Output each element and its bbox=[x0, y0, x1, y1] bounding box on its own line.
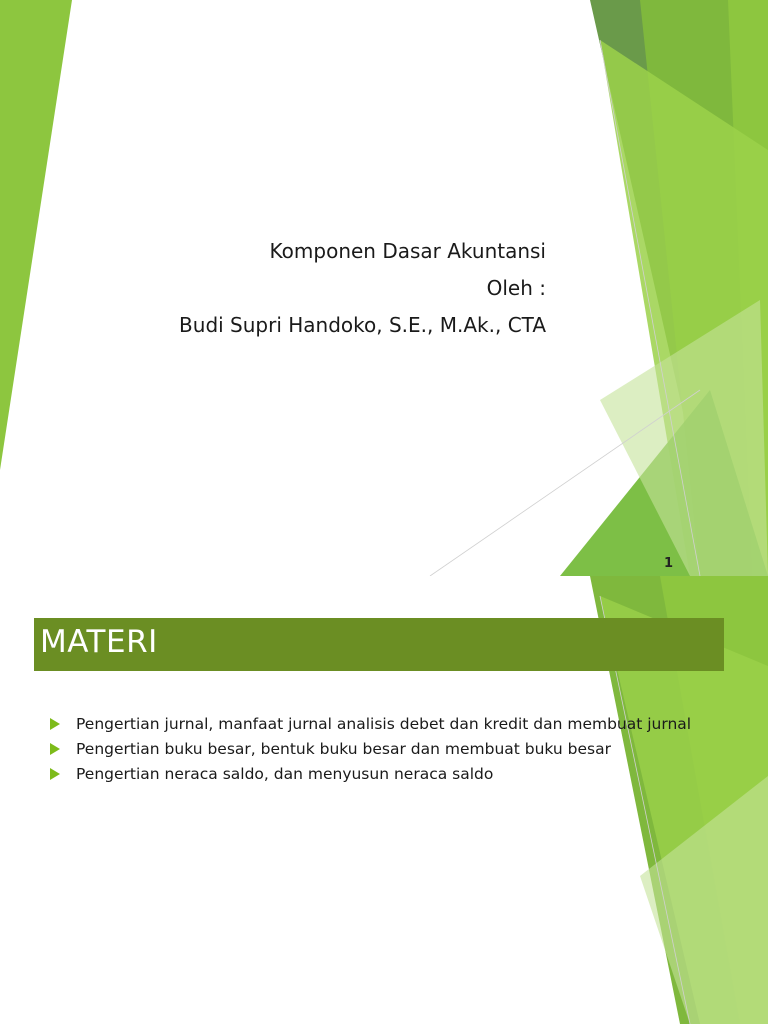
bullet-triangle-icon bbox=[50, 718, 60, 730]
by-label: Oleh : bbox=[486, 276, 546, 300]
author-name: Budi Supri Handoko, S.E., M.Ak., CTA bbox=[179, 313, 546, 337]
list-item bbox=[48, 716, 728, 732]
list-item bbox=[48, 741, 728, 757]
bullet-list bbox=[48, 716, 728, 791]
bullet-triangle-icon bbox=[50, 768, 60, 780]
presentation-title: Komponen Dasar Akuntansi bbox=[269, 239, 546, 263]
title-block bbox=[179, 233, 546, 344]
slide-number: 1 bbox=[664, 556, 674, 571]
bullet-text: Pengertian jurnal, manfaat jurnal analisis debet dan kredit dan membuat jurnal bbox=[76, 715, 692, 733]
slide-title: MATERI bbox=[40, 624, 158, 660]
slide-title-bar bbox=[34, 618, 724, 671]
bullet-text: Pengertian buku besar, bentuk buku besar dan membuat buku besar bbox=[76, 740, 612, 758]
bullet-triangle-icon bbox=[50, 743, 60, 755]
list-item bbox=[48, 766, 728, 782]
bullet-text: Pengertian neraca saldo, dan menyusun neraca saldo bbox=[76, 765, 494, 783]
materi-slide bbox=[0, 576, 768, 1024]
